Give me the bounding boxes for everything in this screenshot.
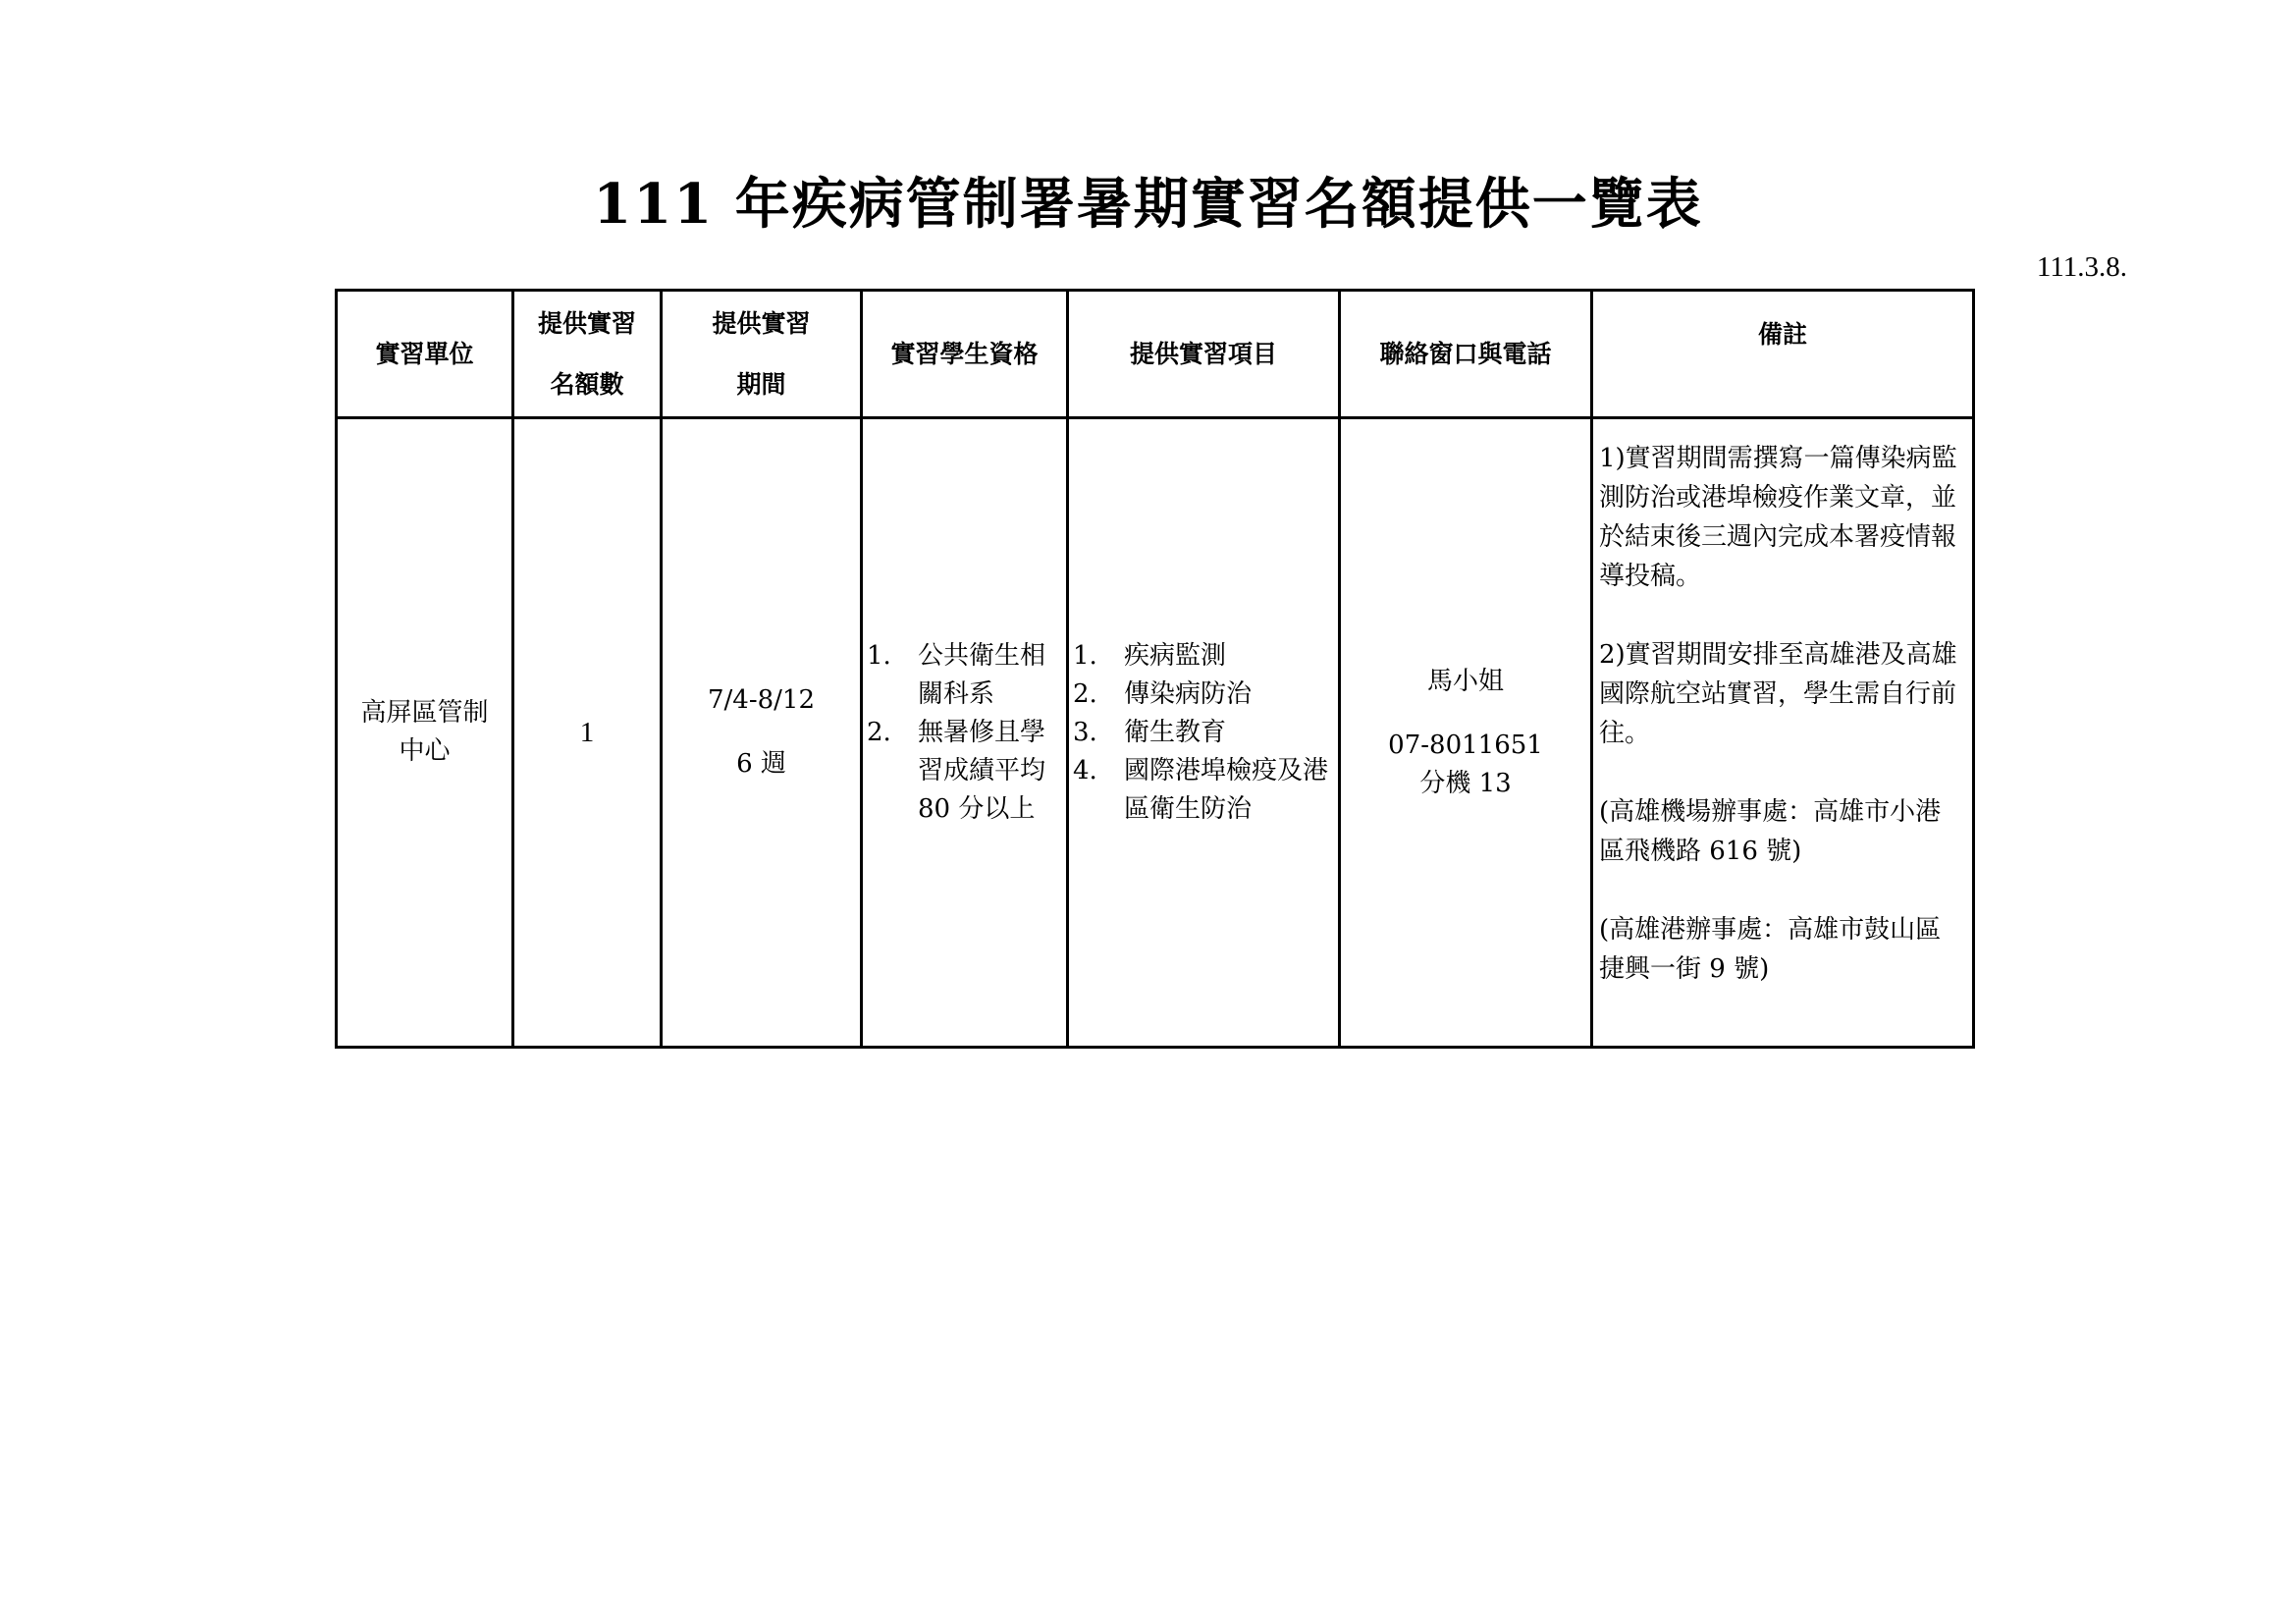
contact-name: 馬小姐 <box>1426 666 1504 696</box>
list-item <box>867 637 1062 714</box>
list-number: 2. <box>867 717 891 747</box>
item-text: 傳染病防治 <box>1124 678 1253 709</box>
header-qualification-label: 實習學生資格 <box>890 339 1039 368</box>
table-header-row <box>337 291 1974 418</box>
header-unit <box>337 291 513 418</box>
list-item <box>1073 676 1334 714</box>
cell-unit <box>337 418 513 1048</box>
list-number: 1. <box>1073 640 1097 671</box>
header-quota-line2: 名額數 <box>550 369 624 399</box>
list-item <box>1073 637 1334 676</box>
qualification-text: 公共衛生相關科系 <box>918 640 1046 709</box>
cell-items <box>1068 418 1340 1048</box>
note-paragraph: 1)實習期間需撰寫一篇傳染病監測防治或港埠檢疫作業文章，並於結束後三週內完成本署疫情報導投稿。 <box>1599 444 1957 591</box>
list-number: 2. <box>1073 678 1097 709</box>
list-item <box>1073 714 1334 752</box>
item-text: 疾病監測 <box>1124 640 1227 671</box>
internship-quota-table <box>335 289 1975 1049</box>
note-paragraph: (高雄機場辦事處：高雄市小港區飛機路 616 號) <box>1599 797 1942 866</box>
unit-line2: 中心 <box>399 736 451 766</box>
table-row <box>337 418 1974 1048</box>
header-items-label: 提供實習項目 <box>1129 339 1277 368</box>
cell-period <box>662 418 862 1048</box>
header-unit-label: 實習單位 <box>375 339 474 368</box>
list-item <box>867 714 1062 829</box>
unit-line1: 高屏區管制 <box>360 698 489 728</box>
header-period-line1: 提供實習 <box>712 308 811 338</box>
period-dates: 7/4-8/12 <box>707 685 815 715</box>
header-notes-label: 備註 <box>1757 320 1807 349</box>
quota-value: 1 <box>579 716 595 748</box>
header-contact <box>1340 291 1592 418</box>
document-title: 111 年疾病管制署暑期實習名額提供一覽表 <box>593 172 1703 237</box>
note-paragraph: (高雄港辦事處：高雄市鼓山區捷興一街 9 號) <box>1599 915 1942 984</box>
header-quota <box>513 291 662 418</box>
contact-extension: 分機 13 <box>1419 768 1512 798</box>
list-number: 3. <box>1073 717 1097 747</box>
list-number: 4. <box>1073 755 1097 785</box>
header-notes <box>1592 291 1974 418</box>
cell-quota <box>513 418 662 1048</box>
cell-notes <box>1592 418 1974 1048</box>
contact-phone: 07-8011651 <box>1388 730 1543 760</box>
qualification-text: 無暑修且學習成績平均 80 分以上 <box>918 717 1046 824</box>
header-quota-line1: 提供實習 <box>537 308 636 338</box>
note-paragraph: 2)實習期間安排至高雄港及高雄國際航空站實習，學生需自行前往。 <box>1599 640 1957 748</box>
header-period-line2: 期間 <box>736 369 786 399</box>
header-qualification <box>862 291 1068 418</box>
header-items <box>1068 291 1340 418</box>
period-weeks: 6 週 <box>736 749 786 779</box>
list-number: 1. <box>867 640 891 671</box>
item-text: 國際港埠檢疫及港區衛生防治 <box>1124 755 1329 824</box>
items-list <box>1069 637 1338 829</box>
document-date: 111.3.8. <box>2036 251 2127 283</box>
header-contact-label: 聯絡窗口與電話 <box>1379 339 1552 368</box>
cell-qualification <box>862 418 1068 1048</box>
list-item <box>1073 752 1334 829</box>
header-period <box>662 291 862 418</box>
item-text: 衛生教育 <box>1124 717 1227 747</box>
qualification-list <box>863 637 1066 829</box>
cell-contact <box>1340 418 1592 1048</box>
